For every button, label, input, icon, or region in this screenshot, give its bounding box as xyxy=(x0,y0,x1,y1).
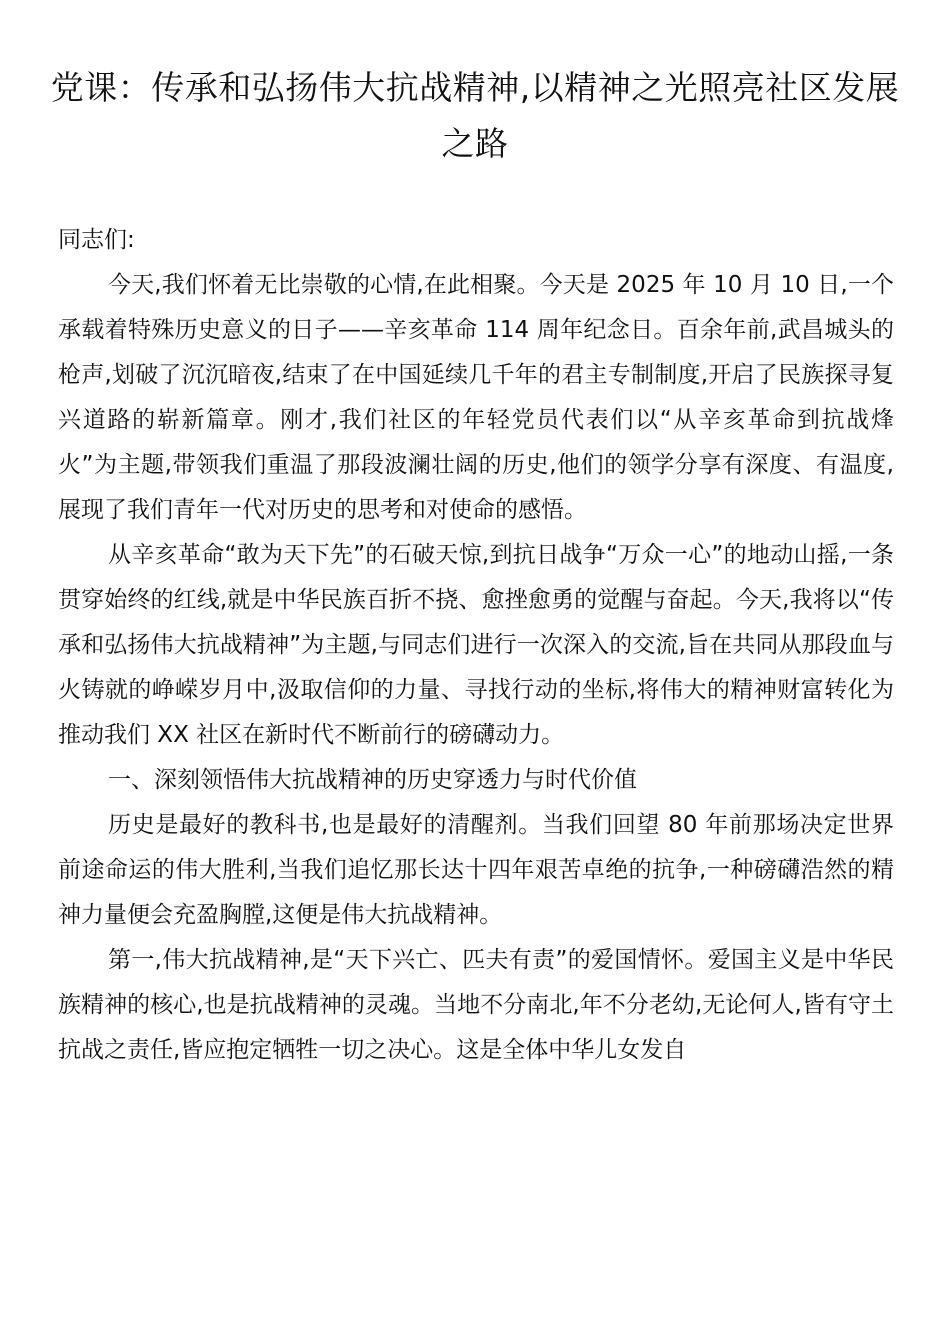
paragraph-intro-1: 今天,我们怀着无比崇敬的心情,在此相聚。今天是 2025 年 10 月 10 日,一个承载着特殊历史意义的日子——辛亥革命 114 周年纪念日。百余年前,武昌城头的枪声,划破了沉沉暗夜,结束了在中国延续几千年的君主专制制度,开启了民族探寻复兴道路的崭新篇章。刚才,我们社区的年轻党员代表们以“从辛亥革命到抗战烽火”为主题,带领我们重温了那段波澜壮阔的历史,他们的领学分享有深度、有温度,展现了我们青年一代对历史的思考和对使命的感悟。 xyxy=(58,272,894,523)
section-heading: 一、深刻领悟伟大抗战精神的历史穿透力与时代价值 xyxy=(108,767,637,793)
document-title: 党课：传承和弘扬伟大抗战精神,以精神之光照亮社区发展之路 xyxy=(50,68,900,163)
paragraph-section-1: 历史是最好的教科书,也是最好的清醒剂。当我们回望 80 年前那场决定世界前途命运的伟大胜利,当我们追忆那长达十四年艰苦卓绝的抗争,一种磅礴浩然的精神力量便会充盈胸膛,这便是伟大抗战精神。 xyxy=(58,812,894,928)
document-body xyxy=(58,218,894,1073)
paragraph-section-2: 第一,伟大抗战精神,是“天下兴亡、匹夫有责”的爱国情怀。爱国主义是中华民族精神的核心,也是抗战精神的灵魂。当地不分南北,年不分老幼,无论何人,皆有守土抗战之责任,皆应抱定牺牲一切之决心。这是全体中华儿女发自 xyxy=(58,947,894,1063)
salutation: 同志们: xyxy=(58,227,135,253)
paragraph-intro-2: 从辛亥革命“敢为天下先”的石破天惊,到抗日战争“万众一心”的地动山摇,一条贯穿始终的红线,就是中华民族百折不挠、愈挫愈勇的觉醒与奋起。今天,我将以“传承和弘扬伟大抗战精神”为主题,与同志们进行一次深入的交流,旨在共同从那段血与火铸就的峥嵘岁月中,汲取信仰的力量、寻找行动的坐标,将伟大的精神财富转化为推动我们 XX 社区在新时代不断前行的磅礴动力。 xyxy=(58,542,894,748)
